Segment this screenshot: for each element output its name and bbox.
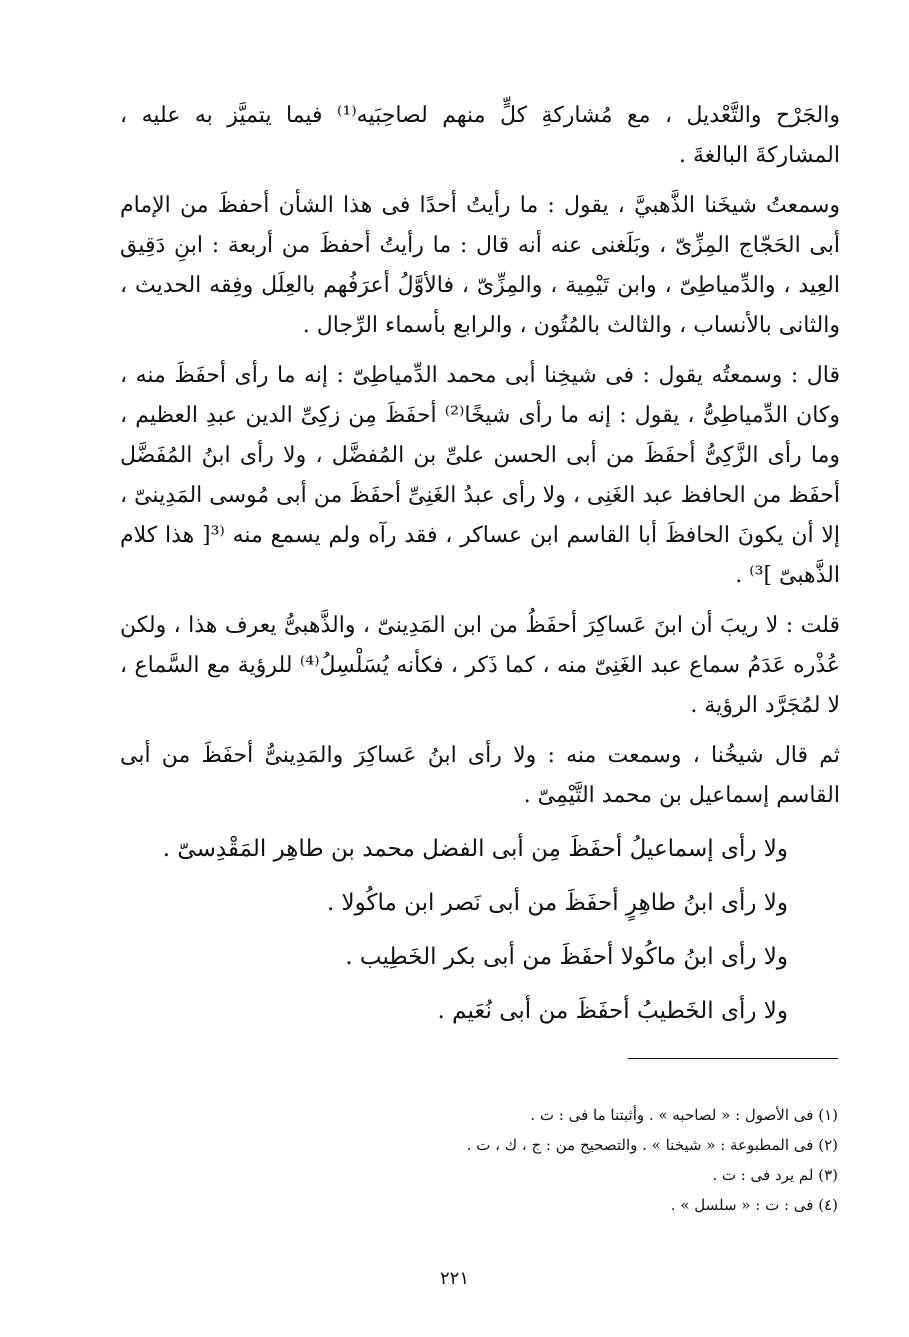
footnote: (٤) فى : ت : « سلسل » .: [670, 1196, 838, 1214]
footnote: (٢) فى المطبوعة : « شيخنا » . والتصحيح من : ج ، ك ، ت .: [466, 1136, 838, 1154]
footnote-separator: [628, 1058, 838, 1059]
paragraph: قلت : لا ريبَ أن ابنَ عَساكِرَ أحفَظُ من ابن المَدِينىّ ، والذَّهبىُّ يعرف هذا ، ولكن عُذْره عَدَمُ سماع عبد الغَنِىّ منه ، كما ذَكر ، فكأنه يُسَلْسِلُ⁽⁴⁾ للرؤية مع السَّماع ، لا لمُجَرَّد الرؤية .: [120, 613, 840, 718]
main-text: [120, 96, 840, 1038]
paragraph: والجَرْح والتَّعْديل ، مع مُشاركةِ كلٍّ منهم لصاحِبَيه⁽¹⁾ فيما يتميَّز به عليه ، المشاركةَ البالغةَ .: [120, 103, 840, 168]
chain-line: ولا رأى ابنُ طاهِرٍ أحفَظَ من أبى نَصر ابن ماكُولا .: [326, 890, 788, 916]
chain-line: ولا رأى الخَطيبُ أحفَظَ من أبى نُعَيم .: [437, 998, 788, 1024]
footnote: (٣) لم يرد فى : ت .: [712, 1166, 838, 1184]
chain-line: ولا رأى ابنُ ماكُولا أحفَظَ من أبى بكر الخَطِيب .: [345, 944, 788, 970]
paragraph: قال : وسمعتُه يقول : فى شيخِنا أبى محمد الدِّمياطِىّ : إنه ما رأى أحفَظَ منه ، وكان الدِّمياطِىُّ ، يقول : إنه ما رأى شيخًا⁽²⁾ أحفَظَ مِن زكِىِّ الدين عبدِ العظيم ، وما رأى الزَّكِىُّ أحفَظَ من أبى الحسن علىِّ بن المُفضَّل ، ولا رأى ابنُ المُفَضَّل أحفَظ من الحافظ عبد الغَنِى ، ولا رأى عبدُ الغَنِىِّ أحفَظَ من أبى مُوسى المَدِينىّ ، إلا أن يكونَ الحافظَ أبا القاسم ابن عساكر ، فقد رآه ولم يسمع منه ⁽³[ هذا كلام الذَّهبىّ ]³⁾ .: [120, 363, 840, 588]
paragraph: وسمعتُ شيخَنا الذَّهبيَّ ، يقول : ما رأيتُ أحدًا فى هذا الشأن أحفظَ من الإمام أبى الحَجّاج المِزِّىّ ، وبَلَغنى عنه أنه قال : ما رأيتُ أحفظَ من أربعة : ابنِ دَقِيق العِيد ، والدِّمياطِىّ ، وابن تَيْمِية ، والمِزِّىّ ، فالأوَّلُ أعرَفُهم بالعِلَل وفِقه الحديث ، والثانى بالأنساب ، والثالث بالمُتُون ، والرابع بأسماء الرِّجال .: [120, 193, 840, 338]
transmission-chain: [120, 822, 840, 1038]
page-number: ٢٢١: [439, 1268, 469, 1289]
chain-line: ولا رأى إسماعيلُ أحفَظَ مِن أبى الفضل محمد بن طاهِر المَقْدِسىّ .: [162, 836, 788, 862]
footnotes: [300, 1100, 838, 1220]
paragraph: ثم قال شيخُنا ، وسمعت منه : ولا رأى ابنُ عَساكِرَ والمَدِينىُّ أحفَظَ من أبى القاسم إسماعيل بن محمد التَّيْمِىّ .: [120, 743, 840, 808]
footnote: (١) فى الأصول : « لصاحبه » . وأثبتنا ما فى : ت .: [530, 1106, 838, 1124]
